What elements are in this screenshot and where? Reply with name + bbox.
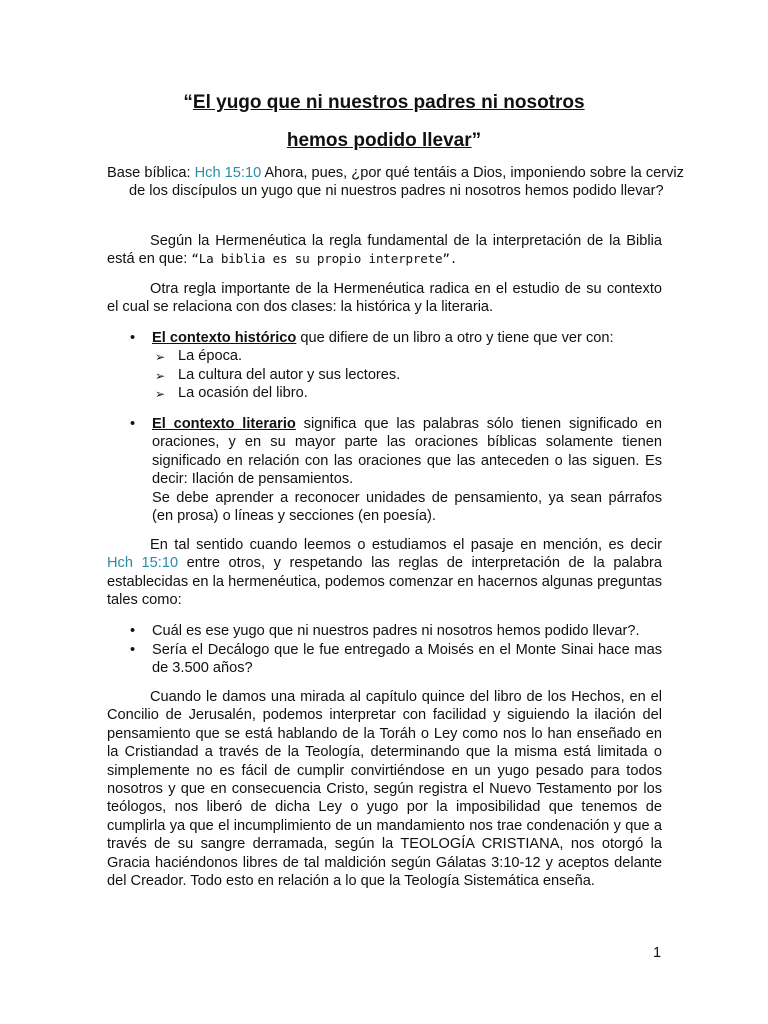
para2-text: Otra regla importante de la Hermenéutica radica en el estudio de su contexto el cual se relaciona con dos clases: la histórica y la literaria. [107, 281, 662, 316]
base-reference-link[interactable]: Hch 15:10 [194, 165, 262, 181]
question-1: Cuál es ese yugo que ni nuestros padres ni nosotros hemos podido llevar?. [152, 623, 640, 639]
title-text-1: El yugo que ni nuestros padres ni nosotros [192, 92, 585, 113]
base-text: Ahora, pues, ¿por qué tentáis a Dios, imponiendo sobre la cerviz de los discípulos un yugo que ni nuestros padres ni nosotros hemos podido llevar? [129, 165, 684, 200]
item-contexto-literario [152, 415, 662, 525]
literario-term: El contexto literario [152, 416, 296, 432]
title-line-1 [0, 92, 768, 114]
title-close-quote: ” [471, 130, 482, 151]
base-label: Base bíblica: [107, 165, 195, 181]
title-text-2: hemos podido llevar [286, 130, 472, 151]
literario-rest: significa que las palabras sólo tienen significado en oraciones, y en su mayor parte las oraciones bíblicas solamente tienen significado en relación con las oraciones que las anteceden o las siguen. Es decir: Ilación de pensamientos. [152, 416, 662, 488]
historico-rest: que difiere de un libro a otro y tiene que ver con: [296, 330, 614, 346]
page-number: 1 [653, 945, 662, 961]
bullet-question-1: • [130, 623, 136, 639]
para3-before: En tal sentido cuando leemos o estudiamos el pasaje en mención, es decir [150, 537, 662, 553]
arrow-icon: ➢ [155, 387, 166, 401]
arrow-icon: ➢ [155, 369, 166, 383]
historico-item-epoca: La época. [178, 348, 243, 364]
para3-after: entre otros, y respetando las reglas de interpretación de la palabra establecidas en la hermenéutica, podemos comenzar en hacernos algunas preguntas tales como: [107, 555, 663, 609]
bullet-question-2: • [130, 642, 136, 658]
historico-item-ocasion: La ocasión del libro. [178, 385, 308, 401]
paragraph-pasaje [107, 536, 662, 610]
title-line-2 [0, 130, 768, 152]
para4-text: Cuando le damos una mirada al capítulo quince del libro de los Hechos, en el Concilio de Jerusalén, podemos interpretar con facilidad y siguiendo la ilación del pensamiento que se está hablando de la Toráh o Ley como nos lo han enseñado en la Cristiandad a través de la Teología, determinando que la misma está limitada o simplemente no es fácil de cumplir convirtiéndose en un yugo pesado para todos nosotros y que en consecuencia Cristo, según registra el Nuevo Testamento por los teólogos, nos liberó de dicha Ley o yugo por la imposibilidad que tenemos de cumplirla ya que el incumplimiento de un mandamiento nos trae condenación y que a través de su sangre derramada, según la TEOLOGÍA CRISTIANA, nos otorgó la Gracia haciéndonos libres de tal maldición según Gálatas 3:10-12 y aceptos delante del Creador. Todo esto en relación a lo que la Teología Sistemática enseña. [107, 689, 662, 890]
paragraph-hermeneutica [107, 232, 662, 269]
historico-term: El contexto histórico [152, 330, 297, 346]
base-biblica [107, 164, 684, 201]
para3-reference-link[interactable]: Hch 15:10 [107, 555, 179, 572]
question-2: Sería el Decálogo que le fue entregado a Moisés en el Monte Sinai hace mas de 3.500 años? [152, 642, 662, 677]
bullet-historico: • [130, 330, 136, 346]
literario-extra: Se debe aprender a reconocer unidades de pensamiento, ya sean párrafos (en prosa) o líneas y secciones (en poesía). [152, 489, 662, 525]
paragraph-contexto [107, 280, 662, 317]
paragraph-concilio [107, 688, 662, 890]
para1-text: Según la Hermenéutica la regla fundamental de la interpretación de la Biblia está en que: [107, 233, 662, 268]
bullet-literario: • [130, 416, 136, 432]
title-open-quote: “ [183, 92, 193, 113]
literario-main [152, 415, 662, 489]
arrow-icon: ➢ [155, 350, 166, 364]
item-contexto-historico [152, 329, 662, 347]
para1-quote: “La biblia es su propio interprete”. [191, 251, 458, 267]
historico-item-cultura: La cultura del autor y sus lectores. [178, 367, 401, 383]
